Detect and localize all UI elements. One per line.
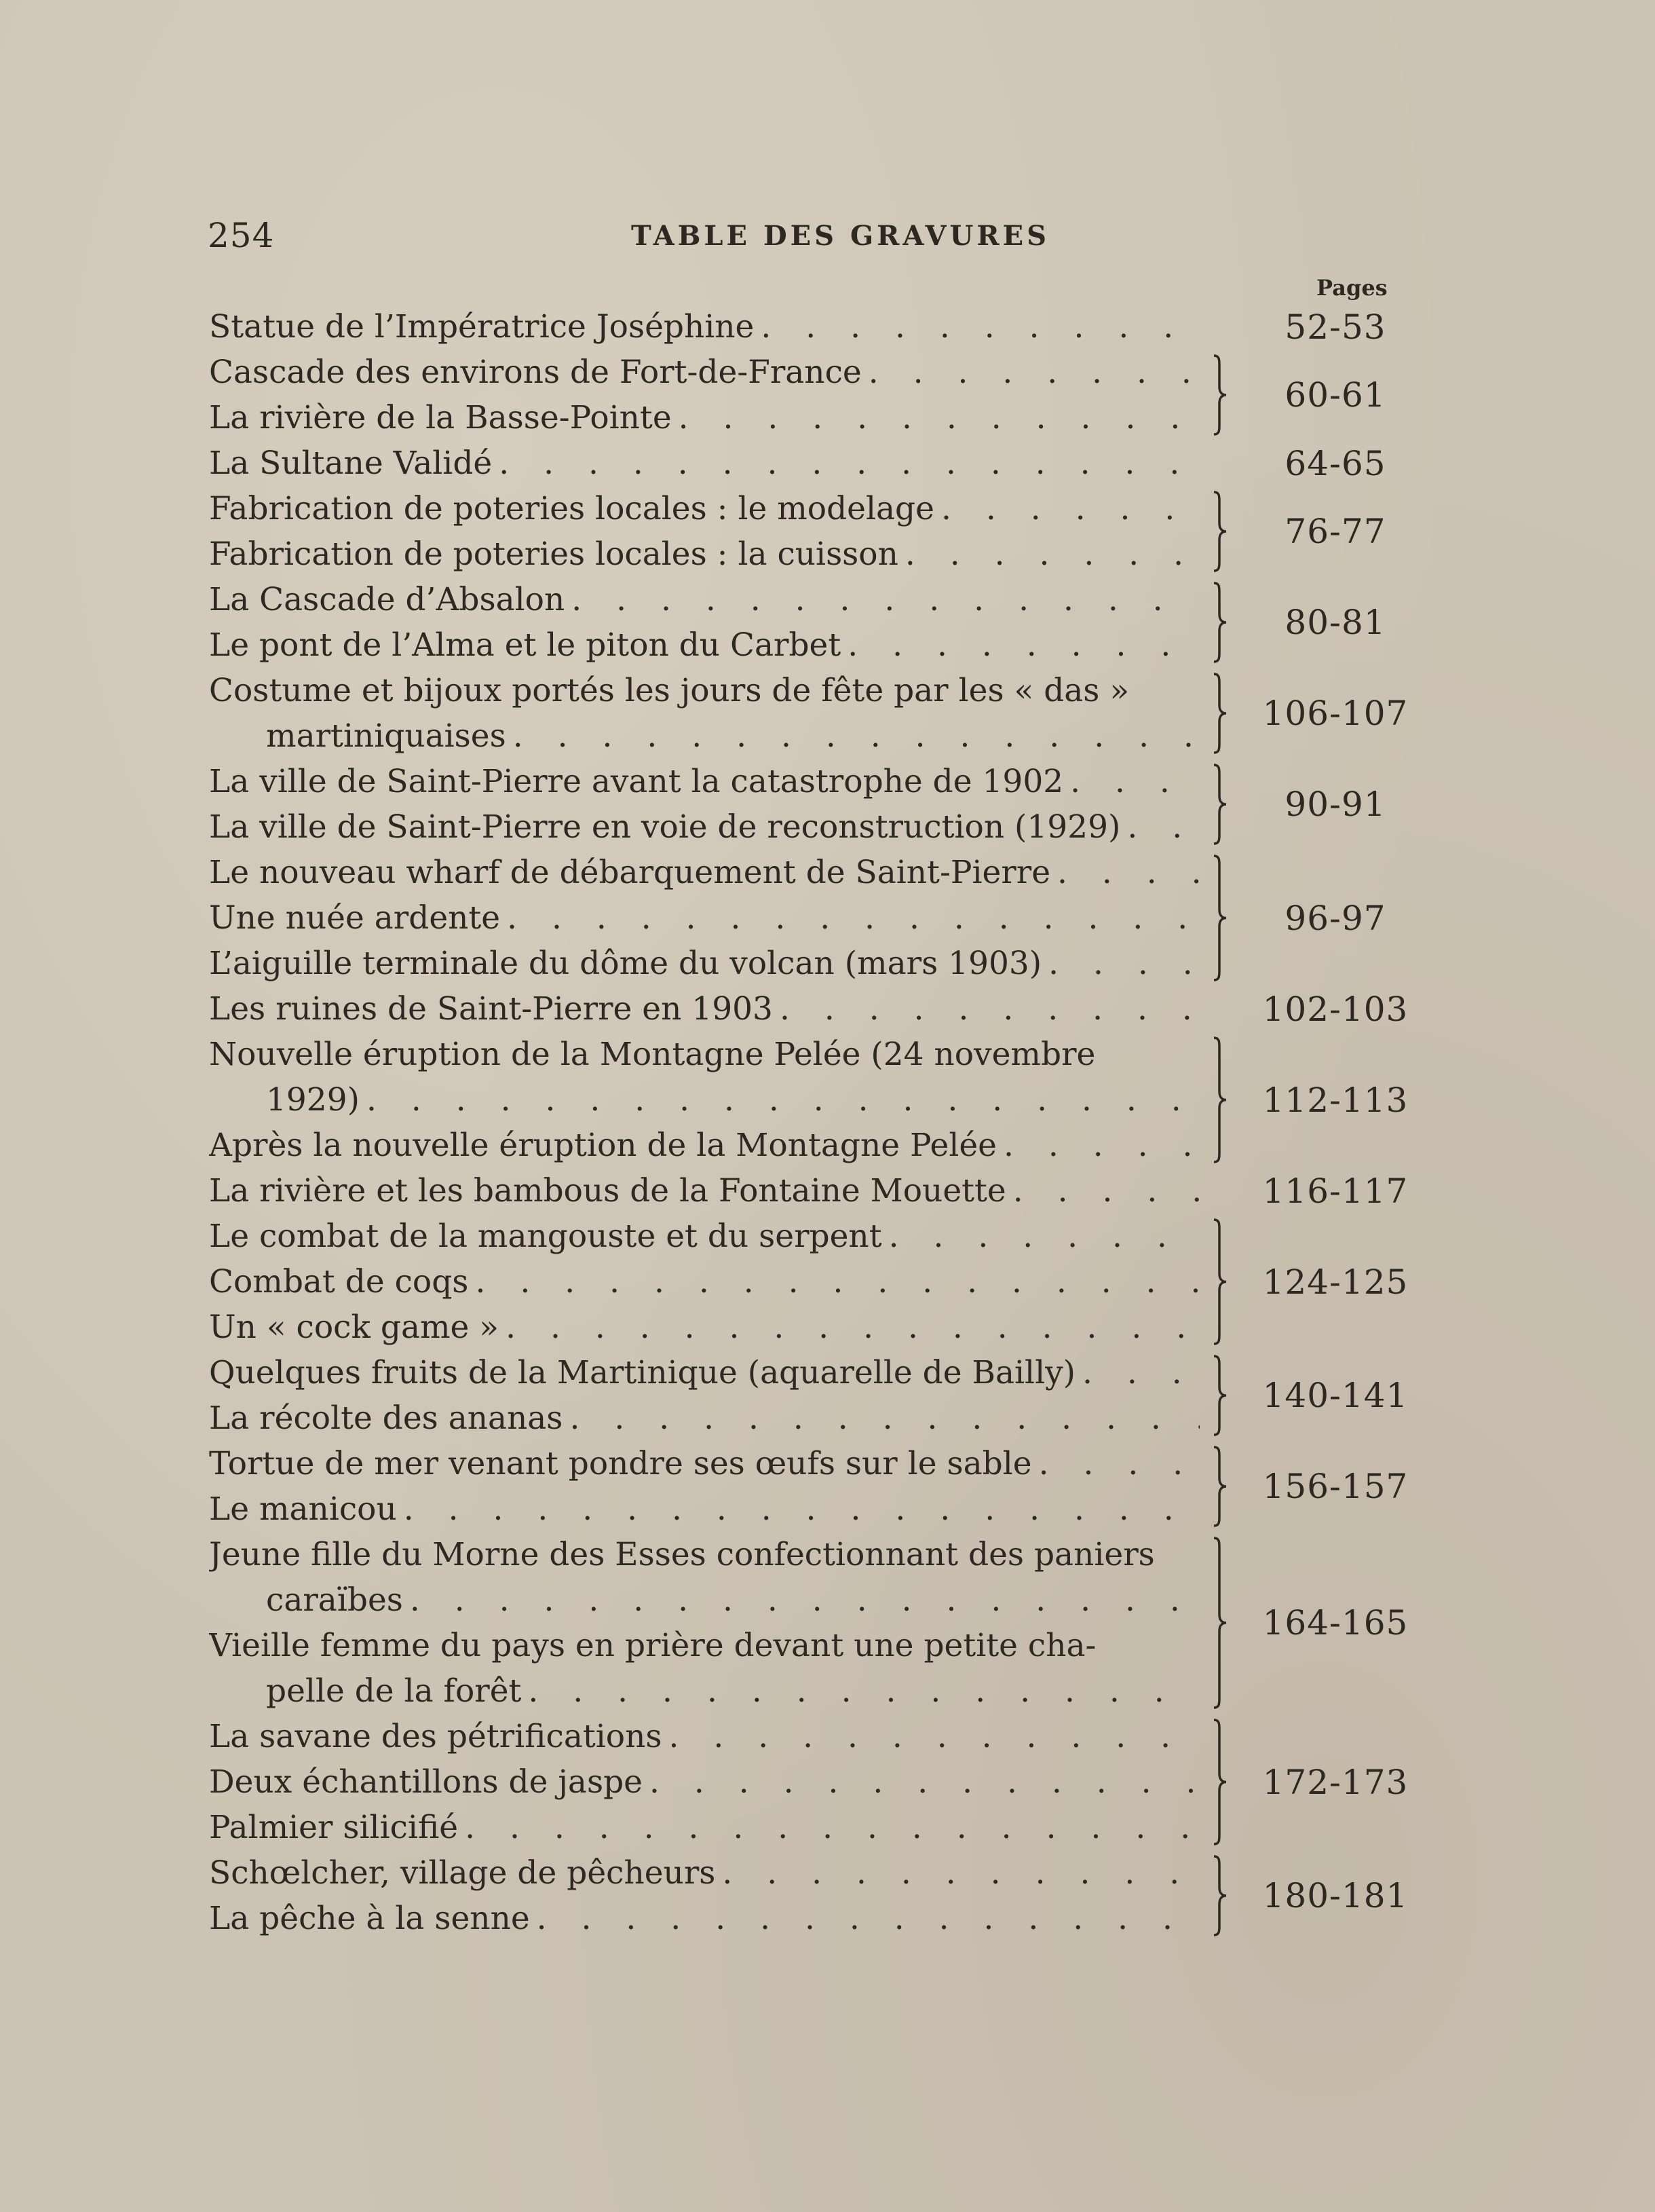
toc-entry [209, 577, 1444, 668]
entry-title: martiniquaises [266, 717, 506, 755]
entry-title: Schœlcher, village de pêcheurs [209, 1854, 716, 1892]
entry-title: Le manicou [209, 1491, 397, 1528]
entry-lines [209, 1850, 1200, 1941]
entry-line [209, 486, 1200, 531]
entry-pages: 124-125 [1262, 1262, 1409, 1302]
entry-line [209, 759, 1200, 804]
dot-leader [397, 1486, 1200, 1532]
toc-entry [209, 350, 1444, 440]
dot-leader [1006, 1168, 1200, 1214]
entry-title: Tortue de mer venant pondre ses œufs sur le sable [209, 1445, 1032, 1482]
entry-line [209, 1077, 1200, 1123]
entry-lines [209, 1168, 1200, 1214]
entry-title: La savane des pétrifications [209, 1718, 662, 1755]
entry-title: Fabrication de poteries locales : la cuisson [209, 536, 898, 573]
dot-leader [1032, 1441, 1200, 1486]
entry-pages: 112-113 [1262, 1080, 1409, 1120]
entry-lines [209, 1032, 1200, 1168]
entry-title: Un « cock game » [209, 1309, 499, 1346]
entry-line [209, 350, 1200, 395]
entry-lines [209, 1441, 1200, 1532]
dot-leader [662, 1714, 1200, 1759]
entry-line [209, 941, 1200, 986]
entry-title: La ville de Saint-Pierre avant la catastrophe de 1902 [209, 763, 1064, 800]
entry-title: pelle de la forêt [266, 1672, 522, 1710]
toc-entry [209, 1214, 1444, 1350]
dot-leader [1076, 1350, 1200, 1395]
entry-line [209, 440, 1200, 486]
toc-entry [209, 759, 1444, 850]
entry-line [209, 304, 1200, 350]
entry-title: Combat de coqs [209, 1263, 469, 1300]
dot-leader [565, 577, 1200, 622]
entry-line [209, 1123, 1200, 1168]
entry-pages: 80-81 [1285, 603, 1386, 642]
entry-line [209, 1259, 1200, 1305]
brace-icon [1200, 486, 1240, 577]
entry-pages: 116-117 [1262, 1171, 1409, 1211]
dot-leader [563, 1395, 1200, 1441]
entry-pages: 106-107 [1262, 694, 1409, 733]
entry-lines [209, 1214, 1200, 1350]
toc-entry [209, 1714, 1444, 1850]
brace-icon [1200, 1714, 1240, 1850]
entry-lines [209, 577, 1200, 668]
entry-title: La récolte des ananas [209, 1400, 563, 1437]
entry-pages: 102-103 [1262, 989, 1409, 1029]
entry-lines [209, 986, 1200, 1032]
toc-entry [209, 1850, 1444, 1941]
entry-lines [209, 1350, 1200, 1441]
brace-icon [1200, 1532, 1240, 1714]
dot-leader [499, 1305, 1200, 1350]
brace-icon [1200, 577, 1240, 668]
entry-title: La Cascade d’Absalon [209, 581, 565, 618]
brace-icon [1200, 304, 1240, 350]
entry-title: Quelques fruits de la Martinique (aquarelle de Bailly) [209, 1354, 1076, 1391]
entry-lines [209, 486, 1200, 577]
entry-pages: 90-91 [1285, 785, 1386, 824]
entry-pages: 164-165 [1262, 1603, 1409, 1643]
toc-entry [209, 1441, 1444, 1532]
toc-entry [209, 1532, 1444, 1714]
brace-icon [1200, 759, 1240, 850]
entry-line [209, 1486, 1200, 1532]
entry-title: Nouvelle éruption de la Montagne Pelée (24 novembre [209, 1036, 1096, 1073]
entry-title: L’aiguille terminale du dôme du volcan (mars 1903) [209, 945, 1042, 982]
dot-leader [862, 350, 1200, 395]
entry-title: caraïbes [266, 1581, 403, 1619]
entry-line [209, 531, 1200, 577]
table-of-plates [209, 304, 1444, 1941]
entry-title: Fabrication de poteries locales : le modelage [209, 490, 934, 527]
brace-icon [1200, 1441, 1240, 1532]
dot-leader [672, 395, 1200, 440]
entry-title: Jeune fille du Morne des Esses confectionnant des paniers [209, 1536, 1155, 1573]
dot-leader [643, 1759, 1200, 1805]
entry-title: Le pont de l’Alma et le piton du Carbet [209, 626, 841, 664]
entry-line [209, 1668, 1200, 1714]
entry-line [209, 622, 1200, 668]
entry-title: La rivière et les bambous de la Fontaine Mouette [209, 1172, 1006, 1210]
entry-title: Vieille femme du pays en prière devant une petite cha- [209, 1627, 1097, 1664]
entry-title: Cascade des environs de Fort-de-France [209, 354, 862, 391]
entry-title: Costume et bijoux portés les jours de fête par les « das » [209, 672, 1130, 709]
toc-entry [209, 304, 1444, 350]
entry-pages: 180-181 [1262, 1876, 1409, 1915]
entry-title: Le nouveau wharf de débarquement de Saint-Pierre [209, 854, 1051, 891]
dot-leader [715, 1850, 1200, 1896]
brace-icon [1200, 1850, 1240, 1941]
dot-leader [521, 1668, 1200, 1714]
entry-lines [209, 440, 1200, 486]
entry-line [209, 1805, 1200, 1850]
brace-icon [1200, 986, 1240, 1032]
entry-pages: 172-173 [1262, 1762, 1409, 1802]
entry-lines [209, 850, 1200, 986]
dot-leader [468, 1259, 1200, 1305]
dot-leader [1063, 759, 1200, 804]
entry-pages: 96-97 [1285, 898, 1386, 938]
entry-line [209, 1305, 1200, 1350]
dot-leader [882, 1214, 1200, 1259]
entry-line [209, 1032, 1200, 1077]
toc-entry [209, 440, 1444, 486]
entry-title: Après la nouvelle éruption de la Montagne Pelée [209, 1127, 997, 1164]
entry-pages: 52-53 [1285, 307, 1386, 347]
dot-leader [360, 1077, 1200, 1123]
entry-lines [209, 304, 1200, 350]
dot-leader [458, 1805, 1200, 1850]
entry-title: Palmier silicifié [209, 1809, 459, 1846]
entry-title: La rivière de la Basse-Pointe [209, 399, 672, 436]
entry-line [209, 1623, 1200, 1668]
entry-line [209, 395, 1200, 440]
entry-title: Les ruines de Saint-Pierre en 1903 [209, 990, 773, 1028]
dot-leader [1042, 941, 1200, 986]
brace-icon [1200, 1214, 1240, 1350]
entry-pages: 140-141 [1262, 1376, 1409, 1415]
entry-title: La Sultane Validé [209, 445, 493, 482]
entry-line [209, 1714, 1200, 1759]
entry-lines [209, 1532, 1200, 1714]
entry-line [209, 1214, 1200, 1259]
dot-leader [500, 895, 1200, 941]
toc-entry [209, 1168, 1444, 1214]
page-number: 254 [208, 216, 275, 255]
entry-title: Une nuée ardente [209, 899, 501, 937]
entry-lines [209, 1714, 1200, 1850]
dot-leader [403, 1577, 1200, 1623]
entry-pages: 60-61 [1285, 375, 1386, 415]
dot-leader [841, 622, 1200, 668]
entry-lines [209, 668, 1200, 759]
entry-title: Le combat de la mangouste et du serpent [209, 1218, 882, 1255]
entry-line [209, 986, 1200, 1032]
entry-line [209, 1577, 1200, 1623]
entry-line [209, 1850, 1200, 1896]
entry-pages: 64-65 [1285, 443, 1386, 483]
entry-line [209, 1896, 1200, 1941]
toc-entry [209, 486, 1444, 577]
entry-title: 1929) [266, 1081, 360, 1119]
dot-leader [898, 531, 1200, 577]
entry-line [209, 1759, 1200, 1805]
brace-icon [1200, 1350, 1240, 1441]
dot-leader [1050, 850, 1200, 895]
entry-line [209, 1168, 1200, 1214]
brace-icon [1200, 1168, 1240, 1214]
dot-leader [492, 440, 1200, 486]
toc-entry [209, 1032, 1444, 1168]
entry-pages: 156-157 [1262, 1467, 1409, 1506]
entry-line [209, 895, 1200, 941]
brace-icon [1200, 440, 1240, 486]
entry-line [209, 1395, 1200, 1441]
entry-lines [209, 350, 1200, 440]
brace-icon [1200, 668, 1240, 759]
dot-leader [997, 1123, 1200, 1168]
entry-title: La ville de Saint-Pierre en voie de reconstruction (1929) [209, 808, 1121, 846]
toc-entry [209, 1350, 1444, 1441]
entry-line [209, 850, 1200, 895]
entry-line [209, 1441, 1200, 1486]
entry-pages: 76-77 [1285, 512, 1386, 551]
entry-line [209, 1532, 1200, 1577]
dot-leader [1120, 804, 1200, 850]
entry-line [209, 804, 1200, 850]
entry-line [209, 577, 1200, 622]
brace-icon [1200, 850, 1240, 986]
entry-title: Statue de l’Impératrice Joséphine [209, 308, 755, 345]
entry-line [209, 1350, 1200, 1395]
dot-leader [530, 1896, 1200, 1941]
dot-leader [754, 304, 1200, 350]
entry-title: Deux échantillons de jaspe [209, 1763, 643, 1801]
dot-leader [934, 486, 1200, 531]
entry-line [209, 668, 1200, 713]
toc-entry [209, 850, 1444, 986]
brace-icon [1200, 1032, 1240, 1168]
toc-entry [209, 668, 1444, 759]
running-head: TABLE DES GRAVURES [631, 220, 1050, 252]
dot-leader [506, 713, 1200, 759]
toc-entry [209, 986, 1444, 1032]
entry-lines [209, 759, 1200, 850]
entry-line [209, 713, 1200, 759]
dot-leader [773, 986, 1200, 1032]
entry-title: La pêche à la senne [209, 1900, 530, 1937]
pages-column-label: Pages [1316, 275, 1388, 301]
brace-icon [1200, 350, 1240, 440]
